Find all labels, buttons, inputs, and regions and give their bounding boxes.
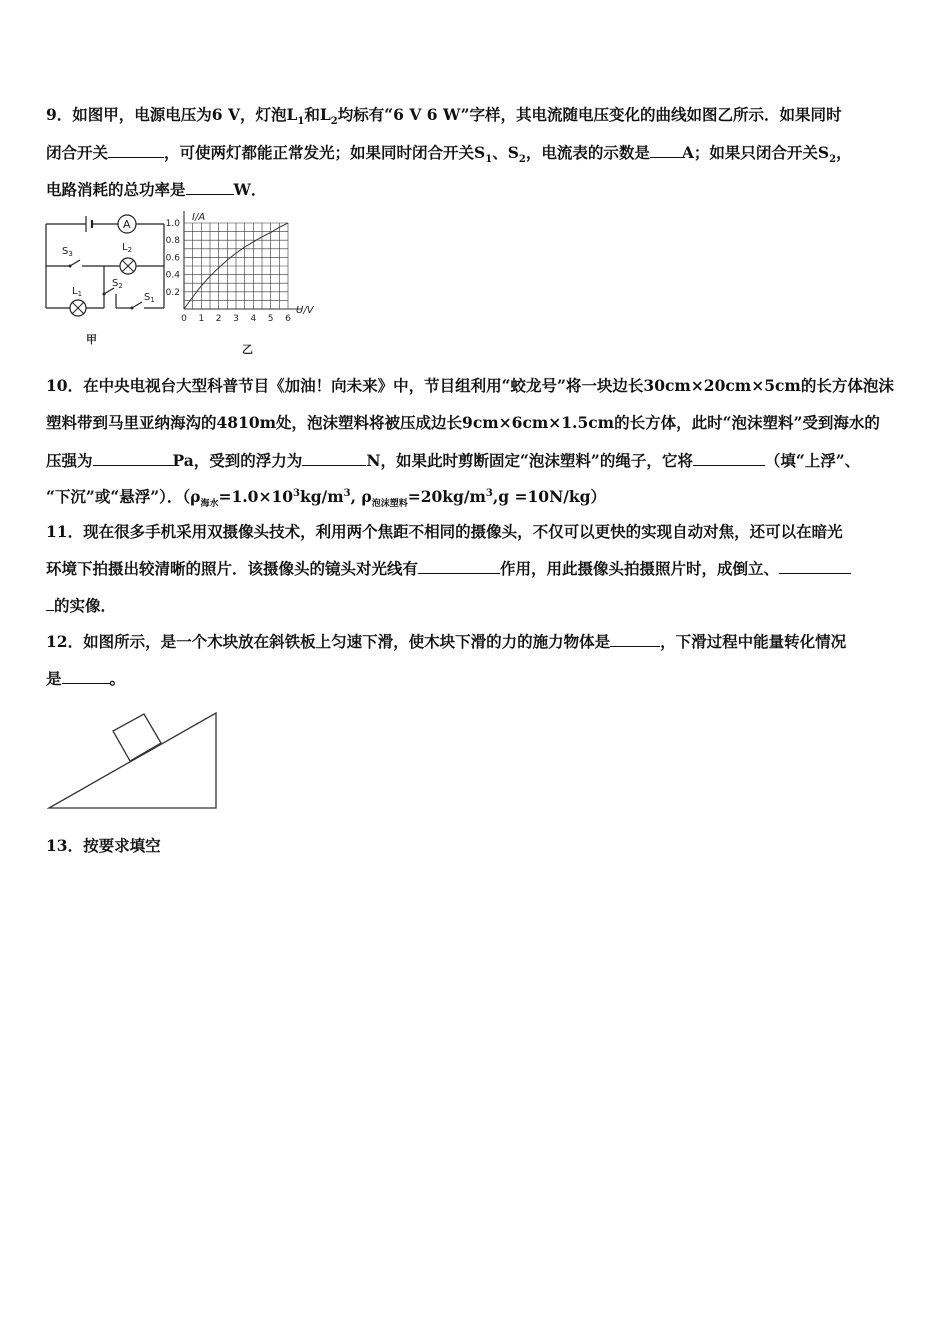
label-s1: $S_1$: [144, 292, 155, 304]
q10-line1: 10．在中央电视台大型科普节目《加油！向未来》中，节目组利用“蛟龙号”将一块边长30cm×20cm×5cm的长方体泡沫: [46, 376, 894, 395]
q12-line1: 12．如图所示，是一个木块放在斜铁板上匀速下滑，使木块下滑的力的施力物体是 ，下滑过程中能量转化情况: [46, 632, 847, 651]
answer-blank[interactable]: [46, 595, 54, 612]
q9-line3: 电路消耗的总功率是 W．: [46, 180, 267, 199]
x-tick-label: 1: [198, 314, 205, 324]
answer-blank[interactable]: [610, 631, 660, 648]
q10-line2: 塑料带到马里亚纳海沟的4810m处，泡沫塑料将被压成边长9cm×6cm×1.5cm的长方体，此时“泡沫塑料”受到海水的: [46, 413, 880, 432]
q11-line2: 环境下拍摄出较清晰的照片．该摄像头的镜头对光线有 作用，用此摄像头拍摄照片时，成倒立、: [46, 557, 851, 579]
x-axis-label: U/V: [296, 305, 314, 316]
x-tick-label: 4: [250, 314, 257, 324]
q11-line1: 11．现在很多手机采用双摄像头技术，利用两个焦距不相同的摄像头，不仅可以更快的实现自动对焦，还可以在暗光: [46, 522, 843, 541]
y-tick-label: 0.2: [165, 287, 180, 298]
q10-line3: 压强为 Pa，受到的浮力为 N，如果此时剪断固定“泡沫塑料”的绳子，它将 （填“上浮”、: [46, 451, 861, 470]
answer-blank[interactable]: [650, 142, 682, 159]
y-tick-label: 0.8: [165, 236, 180, 247]
answer-blank[interactable]: [779, 558, 851, 575]
answer-blank[interactable]: [186, 179, 234, 196]
label-l1: $L_1$: [72, 286, 83, 298]
answer-blank[interactable]: [93, 450, 173, 467]
y-tick-label: 0.4: [165, 270, 180, 281]
q9-line1: 9．如图甲，电源电压为6 V，灯泡$L_1$和$L_2$均标有“6 V 6 W”字样，其电流随电压变化的曲线如图乙所示．如果同时: [46, 105, 842, 128]
q12-line2: 是 。: [46, 669, 126, 688]
q10-line4: “下沉”或“悬浮”）．（$\rho_{海水}=1.0\times 10^3kg/m^3$, $\rho_{泡沫塑料}=20kg/m^3,g =10N/kg$）: [46, 487, 606, 510]
answer-blank[interactable]: [108, 142, 164, 159]
ammeter-label: A: [123, 218, 131, 231]
y-tick-label: 0.6: [165, 253, 180, 264]
q13-title: 13．按要求填空: [46, 836, 161, 855]
figure-label-jia: 甲: [86, 333, 97, 346]
answer-blank[interactable]: [418, 558, 500, 575]
label-l2: $L_2$: [122, 242, 133, 254]
q11-line3: 的实像．: [46, 594, 116, 616]
x-tick-label: 5: [267, 314, 274, 324]
wood-block: [113, 714, 161, 761]
answer-blank[interactable]: [302, 450, 366, 467]
answer-blank[interactable]: [693, 450, 765, 467]
iu-chart: [162, 210, 332, 360]
x-tick-label: 3: [233, 314, 239, 324]
q9-line2: 闭合开关 ，可使两灯都能正常发光；如果同时闭合开关$S_1$、$S_2$，电流表的示数是 A；如果只闭合开关$S_2$，: [46, 143, 852, 166]
answer-blank[interactable]: [62, 668, 110, 685]
circuit-diagram: [40, 210, 170, 350]
x-tick-label: 2: [215, 314, 222, 324]
y-axis-label: I/A: [192, 212, 206, 223]
label-s3: $S_3$: [62, 246, 73, 258]
y-tick-label: 1.0: [165, 219, 180, 229]
incline-diagram: [46, 700, 226, 812]
x-tick-label: 6: [285, 314, 291, 324]
x-tick-label: 0: [181, 314, 187, 324]
label-s2: $S_2$: [112, 278, 123, 290]
figure-label-yi: 乙: [242, 343, 253, 356]
